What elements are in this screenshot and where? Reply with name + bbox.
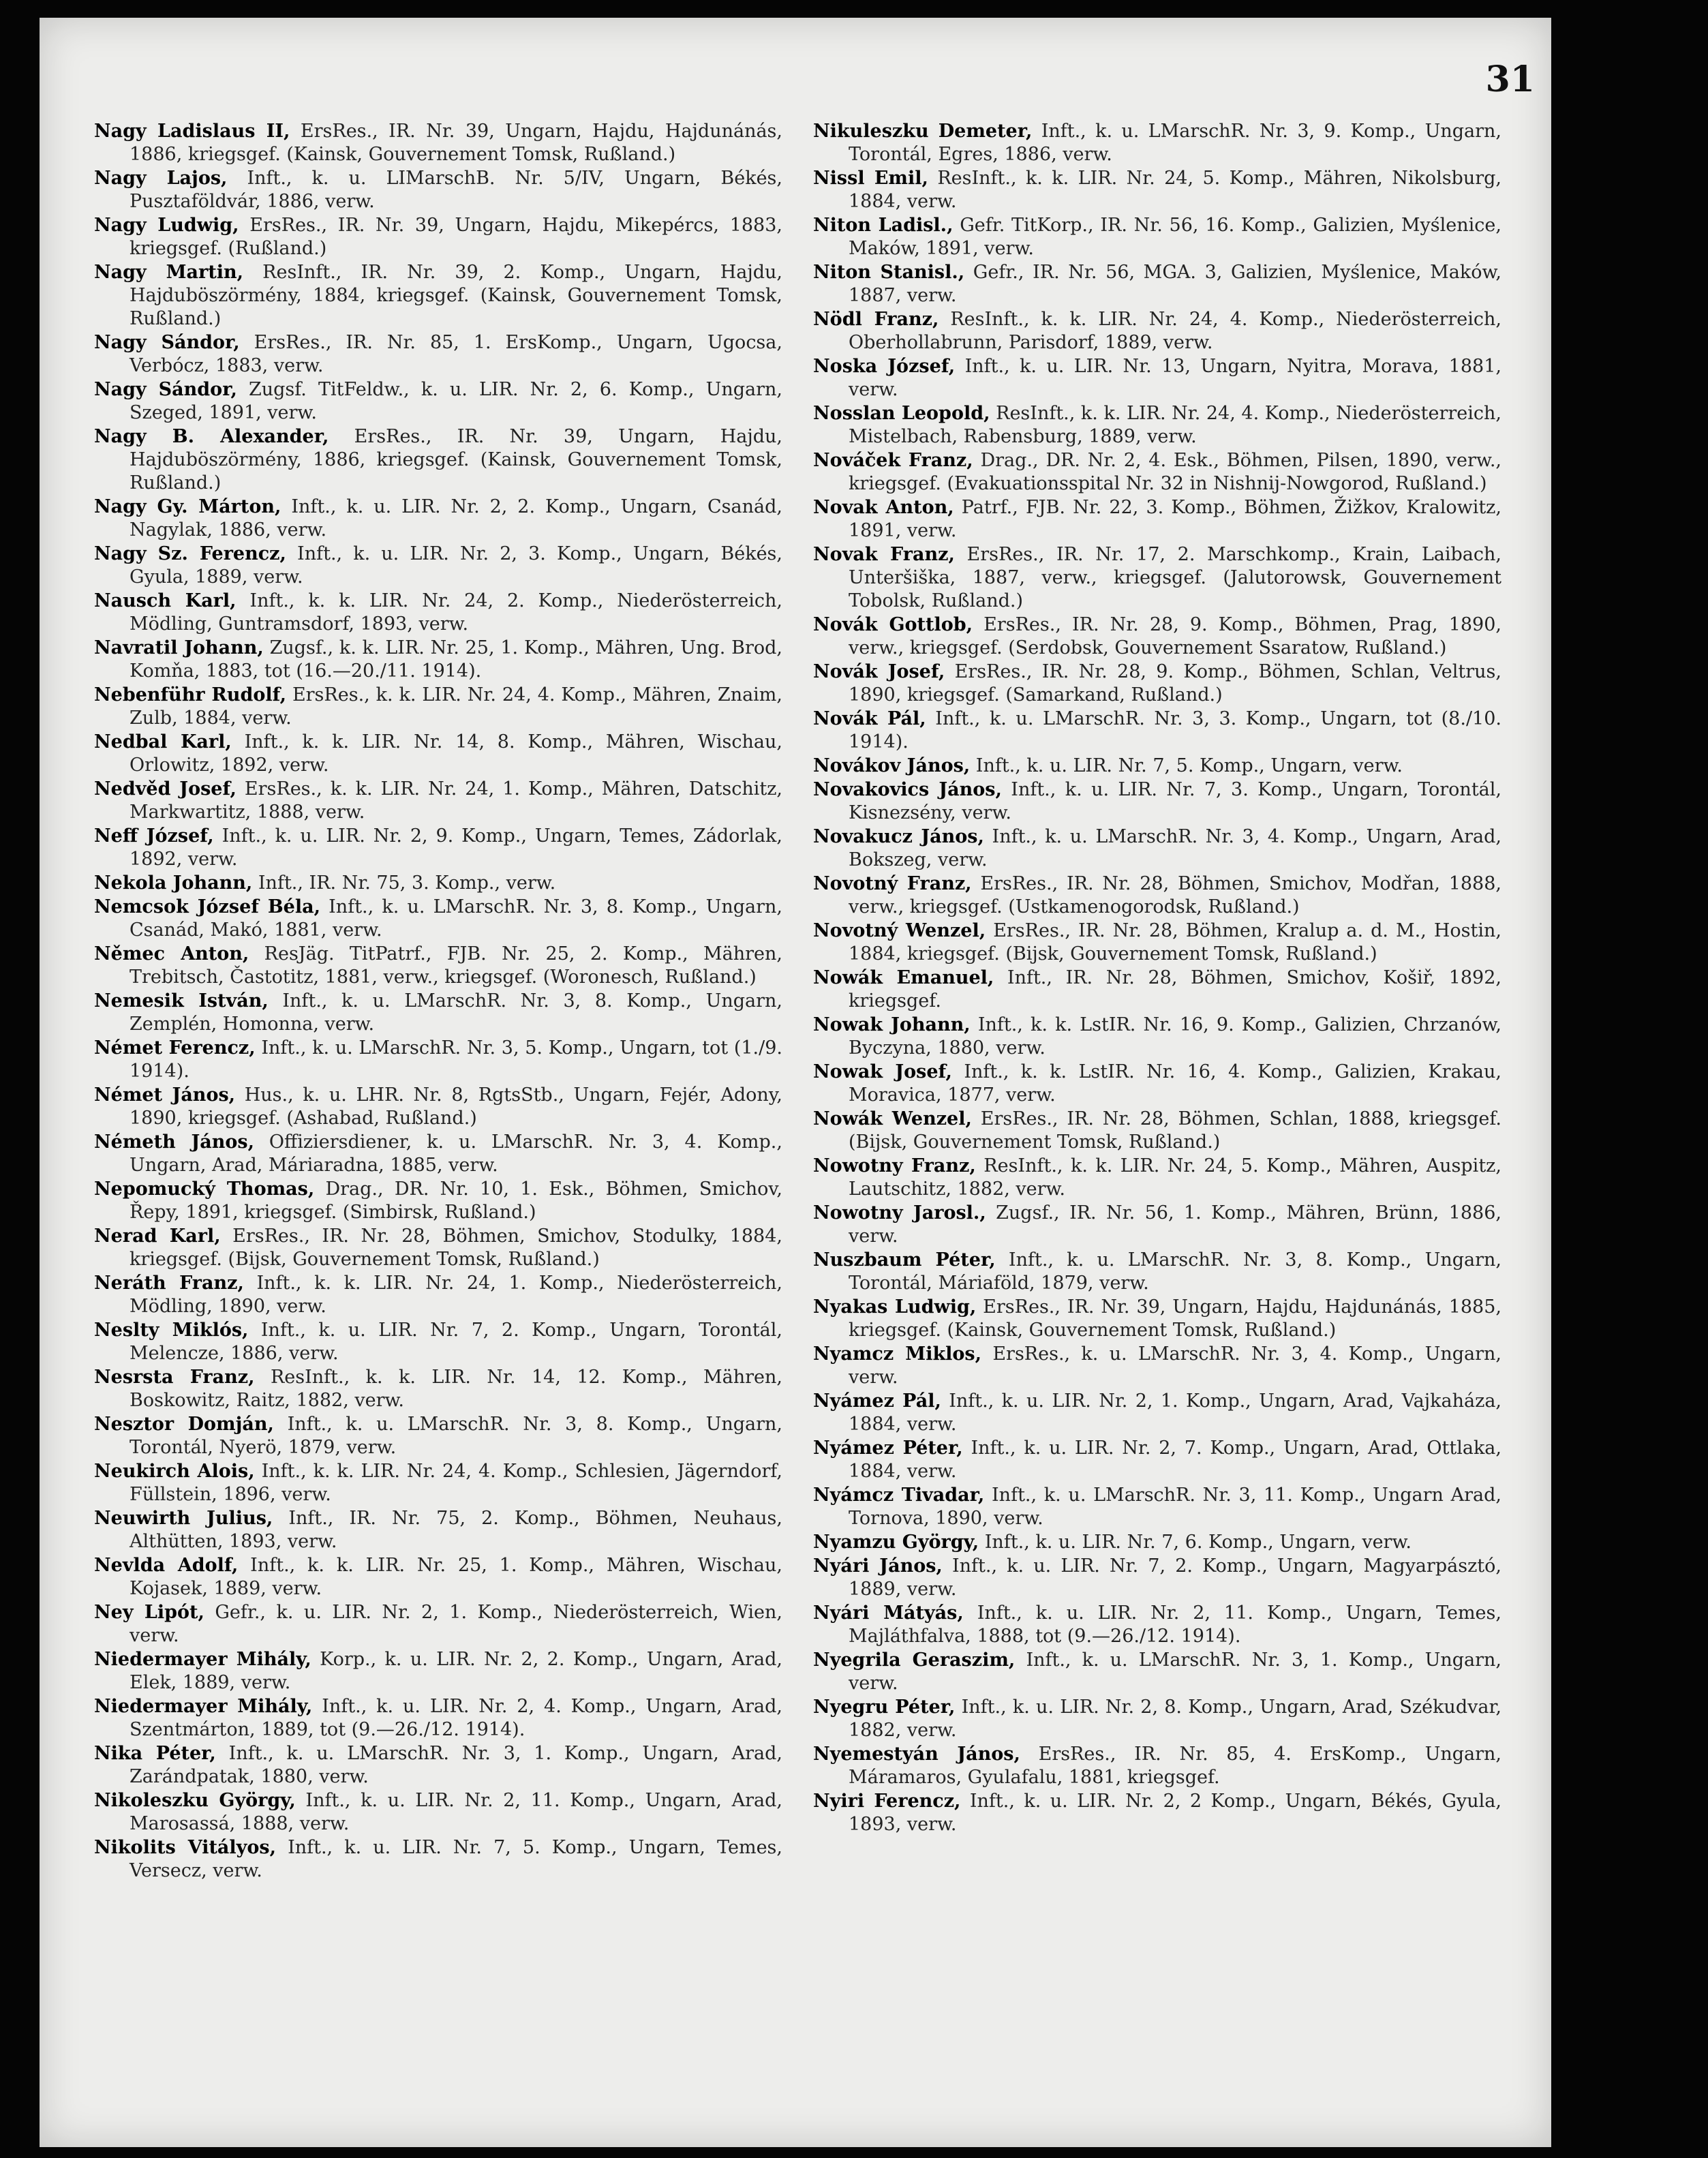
entry-name: Nedvěd Josef, — [94, 778, 237, 800]
entry-name: Német János, — [94, 1084, 236, 1106]
entry-details: ErsRes., IR. Nr. 85, 4. ErsKomp., Ungarn, Máramaros, Gyulafalu, 1881, kriegsgef. — [849, 1744, 1501, 1788]
entry-name: Němec Anton, — [94, 943, 249, 964]
roster-entry — [94, 1601, 782, 1647]
roster-entry — [813, 214, 1501, 260]
entry-details: ErsRes., IR. Nr. 85, 1. ErsKomp., Ungarn, Ugocsa, Verbócz, 1883, verw. — [129, 332, 782, 376]
roster-entry — [94, 1084, 782, 1130]
entry-name: Neuwirth Julius, — [94, 1508, 273, 1529]
entry-name: Nikolits Vitályos, — [94, 1837, 276, 1858]
entry-details: Inft., k. k. LIR. Nr. 14, 8. Komp., Mähren, Wischau, Orlowitz, 1892, verw. — [129, 731, 782, 776]
entry-details: ResInft., IR. Nr. 39, 2. Komp., Ungarn, Hajdu, Hajduböszörmény, 1884, kriegsgef. (Kainsk, Gouvernement Tomsk, Rußland.) — [129, 262, 782, 329]
entry-name: Nagy Sándor, — [94, 332, 240, 353]
entry-name: Nowak Johann, — [813, 1014, 971, 1035]
entry-details: Inft., k. u. LMarschR. Nr. 3, 11. Komp., Ungarn Arad, Tornova, 1890, verw. — [849, 1485, 1501, 1529]
entry-name: Neráth Franz, — [94, 1273, 244, 1294]
entry-details: ResInft., k. k. LIR. Nr. 24, 5. Komp., Mähren, Nikolsburg, 1884, verw. — [849, 168, 1502, 212]
entry-name: Nödl Franz, — [813, 309, 939, 330]
entry-name: Nagy Martin, — [94, 262, 244, 283]
entry-name: Nikuleszku Demeter, — [813, 121, 1033, 142]
entry-details: ResInft., k. k. LIR. Nr. 24, 4. Komp., Niederösterreich, Oberhollabrunn, Parisdorf, 1889, verw. — [849, 309, 1501, 353]
entry-details: Inft., k. u. LMarschR. Nr. 3, 3. Komp., Ungarn, tot (8./10. 1914). — [849, 708, 1501, 753]
entry-name: Nowak Josef, — [813, 1061, 952, 1082]
roster-entry — [813, 1249, 1501, 1295]
entry-name: Nemesik István, — [94, 990, 269, 1012]
right-column — [813, 120, 1501, 1837]
entry-details: Inft., k. u. LIR. Nr. 2, 1. Komp., Ungarn, Arad, Vajkaháza, 1884, verw. — [849, 1390, 1501, 1435]
entry-name: Novak Franz, — [813, 544, 955, 565]
entry-name: Novák Gottlob, — [813, 614, 973, 635]
entry-name: Nowotny Franz, — [813, 1155, 976, 1176]
entry-name: Noska József, — [813, 356, 956, 377]
roster-entry — [813, 778, 1501, 825]
entry-name: Nowák Emanuel, — [813, 967, 994, 988]
roster-entry — [94, 378, 782, 425]
roster-entry — [813, 1202, 1501, 1248]
roster-entry — [813, 660, 1501, 707]
entry-name: Novák Pál, — [813, 708, 926, 729]
entry-name: Nyegrila Geraszim, — [813, 1650, 1016, 1671]
entry-name: Nagy B. Alexander, — [94, 426, 329, 447]
roster-entry — [94, 1460, 782, 1506]
roster-entry — [813, 1696, 1501, 1742]
entry-details: Gefr., k. u. LIR. Nr. 2, 1. Komp., Niederösterreich, Wien, verw. — [129, 1602, 782, 1646]
entry-details: Zugsf., IR. Nr. 56, 1. Komp., Mähren, Brünn, 1886, verw. — [849, 1202, 1501, 1247]
roster-entry — [813, 1531, 1501, 1554]
entry-details: ErsRes., k. k. LIR. Nr. 24, 4. Komp., Mähren, Znaim, Zulb, 1884, verw. — [129, 684, 782, 729]
entry-name: Nesrsta Franz, — [94, 1367, 255, 1388]
entry-details: Inft., k. u. LIR. Nr. 2, 7. Komp., Ungarn, Arad, Ottlaka, 1884, verw. — [849, 1438, 1501, 1482]
roster-entry — [94, 778, 782, 824]
entry-details: Inft., k. u. LMarschR. Nr. 3, 8. Komp., Ungarn, Torontál, Nyerö, 1879, verw. — [129, 1414, 782, 1458]
entry-details: ErsRes., IR. Nr. 28, 9. Komp., Böhmen, Prag, 1890, verw., kriegsgef. (Serdobsk, Gouvernement Ssaratow, Rußland.) — [849, 614, 1501, 658]
entry-details: Patrf., FJB. Nr. 22, 3. Komp., Böhmen, Žižkov, Kralowitz, 1891, verw. — [849, 497, 1501, 541]
entry-details: Inft., k. u. LIMarschB. Nr. 5/IV, Ungarn, Békés, Pusztaföldvár, 1886, verw. — [129, 168, 782, 212]
roster-entry — [94, 825, 782, 871]
entry-details: ResJäg. TitPatrf., FJB. Nr. 25, 2. Komp., Mähren, Trebitsch, Častotitz, 1881, verw., kriegsgef. (Woronesch, Rußland.) — [129, 943, 782, 988]
roster-entry — [813, 1649, 1501, 1695]
roster-entry — [813, 1390, 1501, 1436]
entry-details: Drag., DR. Nr. 10, 1. Esk., Böhmen, Smichov, Řepy, 1891, kriegsgef. (Simbirsk, Rußland.) — [129, 1179, 782, 1223]
roster-entry — [94, 1507, 782, 1553]
roster-entry — [94, 261, 782, 331]
roster-entry — [813, 1790, 1501, 1836]
entry-name: Nedbal Karl, — [94, 731, 232, 753]
roster-entry — [94, 214, 782, 260]
page-number: 31 — [1485, 59, 1535, 100]
roster-entry — [94, 1366, 782, 1412]
roster-entry — [94, 637, 782, 683]
entry-details: Inft., k. k. LstIR. Nr. 16, 4. Komp., Galizien, Krakau, Moravica, 1877, verw. — [849, 1061, 1501, 1106]
entry-details: ErsRes., IR. Nr. 28, Böhmen, Smichov, Stodulky, 1884, kriegsgef. (Bijsk, Gouvernement Tomsk, Rußland.) — [129, 1226, 782, 1270]
entry-name: Nyiri Ferencz, — [813, 1791, 961, 1812]
roster-entry — [813, 1555, 1501, 1601]
roster-entry — [813, 449, 1501, 496]
roster-entry — [94, 331, 782, 378]
entry-details: Drag., DR. Nr. 2, 4. Esk., Böhmen, Pilsen, 1890, verw., kriegsgef. (Evakuationsspital Nr. 32 in Nishnij-Nowgorod, Rußland.) — [849, 450, 1501, 494]
entry-details: Inft., IR. Nr. 75, 2. Komp., Böhmen, Neuhaus, Althütten, 1893, verw. — [129, 1508, 782, 1552]
entry-name: Nagy Lajos, — [94, 168, 228, 189]
entry-details: Inft., k. u. LMarschR. Nr. 3, 4. Komp., Ungarn, Arad, Bokszeg, verw. — [849, 826, 1501, 870]
entry-details: Inft., k. u. LMarschR. Nr. 3, 8. Komp., Ungarn, Torontál, Máriaföld, 1879, verw. — [849, 1249, 1501, 1294]
entry-details: Inft., k. k. LIR. Nr. 24, 4. Komp., Schlesien, Jägerndorf, Füllstein, 1896, verw. — [129, 1461, 782, 1505]
entry-details: Inft., k. u. LMarschR. Nr. 3, 8. Komp., Ungarn, Csanád, Makó, 1881, verw. — [129, 896, 782, 941]
entry-name: Novotný Franz, — [813, 873, 972, 894]
entry-details: ErsRes., IR. Nr. 17, 2. Marschkomp., Krain, Laibach, Unteršiška, 1887, verw., kriegsgef. (Jalutorowsk, Gouvernement Tobolsk, Rußland.) — [849, 544, 1501, 611]
entry-details: Hus., k. u. LHR. Nr. 8, RgtsStb., Ungarn, Fejér, Adony, 1890, kriegsgef. (Ashabad, Rußland.) — [129, 1084, 782, 1129]
entry-name: Nagy Sz. Ferencz, — [94, 543, 286, 564]
entry-details: Gefr., IR. Nr. 56, MGA. 3, Galizien, Myślenice, Maków, 1887, verw. — [849, 262, 1501, 306]
entry-details: Inft., k. u. LIR. Nr. 13, Ungarn, Nyitra, Morava, 1881, verw. — [849, 356, 1501, 400]
entry-details: Offiziersdiener, k. u. LMarschR. Nr. 3, 4. Komp., Ungarn, Arad, Máriaradna, 1885, verw. — [129, 1131, 782, 1176]
roster-entry — [94, 1272, 782, 1318]
entry-details: Inft., k. u. LIR. Nr. 2, 2. Komp., Ungarn, Csanád, Nagylak, 1886, verw. — [129, 496, 782, 541]
entry-name: Neslty Miklós, — [94, 1320, 249, 1341]
entry-name: Nevlda Adolf, — [94, 1555, 239, 1576]
entry-name: Nyámcz Tivadar, — [813, 1485, 985, 1506]
entry-name: Nikoleszku György, — [94, 1790, 296, 1811]
entry-name: Nováček Franz, — [813, 450, 973, 471]
entry-details: ErsRes., IR. Nr. 28, Böhmen, Schlan, 1888, kriegsgef. (Bijsk, Gouvernement Tomsk, Rußland.) — [849, 1108, 1501, 1153]
entry-name: Niton Stanisl., — [813, 262, 965, 283]
entry-details: Inft., k. u. LIR. Nr. 7, 5. Komp., Ungarn, verw. — [975, 755, 1403, 776]
entry-name: Nowák Wenzel, — [813, 1108, 972, 1129]
entry-name: Nowotny Jarosl., — [813, 1202, 986, 1224]
roster-entry — [94, 120, 782, 166]
entry-details: Zugsf. TitFeldw., k. u. LIR. Nr. 2, 6. Komp., Ungarn, Szeged, 1891, verw. — [129, 379, 782, 423]
entry-details: ErsRes., IR. Nr. 39, Ungarn, Hajdu, Mikepércs, 1883, kriegsgef. (Rußland.) — [129, 215, 782, 259]
roster-entry — [94, 1319, 782, 1365]
roster-entry — [813, 825, 1501, 872]
roster-entry — [813, 755, 1501, 778]
entry-details: ErsRes., IR. Nr. 39, Ungarn, Hajdu, Hajdunánás, 1885, kriegsgef. (Kainsk, Gouvernement Tomsk, Rußland.) — [849, 1296, 1501, 1341]
roster-entry — [813, 613, 1501, 660]
roster-entry — [94, 1178, 782, 1224]
entry-name: Németh János, — [94, 1131, 254, 1153]
entry-details: Inft., k. u. LMarschR. Nr. 3, 8. Komp., Ungarn, Zemplén, Homonna, verw. — [129, 990, 782, 1035]
entry-details: ResInft., k. k. LIR. Nr. 24, 5. Komp., Mähren, Auspitz, Lautschitz, 1882, verw. — [849, 1155, 1501, 1200]
entry-details: Inft., k. k. LIR. Nr. 24, 1. Komp., Niederösterreich, Mödling, 1890, verw. — [129, 1273, 782, 1317]
roster-entry — [94, 896, 782, 942]
entry-name: Nagy Ludwig, — [94, 215, 239, 236]
entry-name: Niedermayer Mihály, — [94, 1696, 313, 1717]
entry-name: Nyámez Pál, — [813, 1390, 941, 1412]
entry-details: Zugsf., k. k. LIR. Nr. 25, 1. Komp., Mähren, Ung. Brod, Komňa, 1883, tot (16.—20./11. 1914). — [129, 637, 782, 682]
roster-entry — [813, 308, 1501, 354]
roster-entry — [94, 1836, 782, 1883]
roster-entry — [813, 1602, 1501, 1648]
roster-entry — [813, 1108, 1501, 1154]
roster-entry — [813, 708, 1501, 754]
roster-entry — [813, 1155, 1501, 1201]
entry-details: Inft., k. u. LIR. Nr. 7, 6. Komp., Ungarn, verw. — [984, 1532, 1412, 1553]
entry-details: ResInft., k. k. LIR. Nr. 14, 12. Komp., Mähren, Boskowitz, Raitz, 1882, verw. — [129, 1367, 782, 1411]
roster-entry — [813, 120, 1501, 166]
entry-name: Nausch Karl, — [94, 590, 237, 611]
entry-name: Nagy Gy. Márton, — [94, 496, 281, 517]
entry-name: Nika Péter, — [94, 1743, 216, 1764]
entry-name: Nagy Sándor, — [94, 379, 237, 400]
roster-entry — [813, 355, 1501, 401]
entry-name: Novák Josef, — [813, 661, 945, 682]
roster-entry — [94, 425, 782, 495]
entry-details: Korp., k. u. LIR. Nr. 2, 2. Komp., Ungarn, Arad, Elek, 1889, verw. — [129, 1649, 782, 1693]
entry-details: Inft., k. u. LIR. Nr. 2, 2 Komp., Ungarn, Békés, Gyula, 1893, verw. — [849, 1791, 1501, 1835]
entry-details: Inft., k. u. LIR. Nr. 7, 2. Komp., Ungarn, Magyarpásztó, 1889, verw. — [849, 1555, 1501, 1600]
roster-entry — [813, 167, 1501, 213]
roster-entry — [94, 1695, 782, 1742]
entry-details: Inft., k. u. LMarschR. Nr. 3, 1. Komp., Ungarn, Arad, Zarándpatak, 1880, verw. — [129, 1743, 782, 1787]
entry-details: Inft., IR. Nr. 75, 3. Komp., verw. — [258, 872, 556, 894]
entry-name: Novakucz János, — [813, 826, 984, 847]
entry-name: Nosslan Leopold, — [813, 403, 990, 424]
entry-name: Nissl Emil, — [813, 168, 928, 189]
entry-name: Nyári János, — [813, 1555, 943, 1577]
entry-name: Nyamzu György, — [813, 1532, 979, 1553]
roster-entry — [813, 1484, 1501, 1530]
entry-name: Navratil Johann, — [94, 637, 264, 658]
entry-name: Nekola Johann, — [94, 872, 253, 894]
roster-entry — [813, 496, 1501, 543]
roster-entry — [813, 1296, 1501, 1342]
roster-entry — [813, 402, 1501, 449]
roster-entry — [813, 1743, 1501, 1789]
entry-details: Inft., k. k. LIR. Nr. 24, 2. Komp., Niederösterreich, Mödling, Guntramsdorf, 1893, verw. — [129, 590, 782, 635]
entry-name: Novotný Wenzel, — [813, 920, 986, 941]
left-column — [94, 120, 782, 1883]
entry-name: Niton Ladisl., — [813, 215, 954, 236]
entry-details: Inft., k. u. LIR. Nr. 2, 8. Komp., Ungarn, Arad, Székudvar, 1882, verw. — [849, 1697, 1501, 1741]
entry-name: Nyámez Péter, — [813, 1438, 963, 1459]
entry-name: Neff József, — [94, 825, 214, 847]
roster-entry — [94, 943, 782, 989]
entry-name: Nyári Mátyás, — [813, 1602, 964, 1624]
roster-entry — [813, 1343, 1501, 1389]
entry-name: Novakovics János, — [813, 779, 1002, 800]
entry-name: Nyakas Ludwig, — [813, 1296, 977, 1318]
entry-name: Nerad Karl, — [94, 1226, 221, 1247]
entry-name: Ney Lipót, — [94, 1602, 204, 1623]
roster-entry — [813, 1437, 1501, 1483]
entry-details: Inft., k. k. LstIR. Nr. 16, 9. Komp., Galizien, Chrzanów, Byczyna, 1880, verw. — [849, 1014, 1501, 1059]
entry-details: ErsRes., IR. Nr. 28, Böhmen, Kralup a. d. M., Hostin, 1884, kriegsgef. (Bijsk, Gouvernement Tomsk, Rußland.) — [849, 920, 1501, 964]
roster-entry — [813, 1061, 1501, 1107]
roster-entry — [94, 590, 782, 636]
entry-details: ErsRes., IR. Nr. 28, 9. Komp., Böhmen, Schlan, Veltrus, 1890, kriegsgef. (Samarkand, Rußland.) — [849, 661, 1501, 705]
roster-entry — [94, 1742, 782, 1789]
roster-entry — [94, 1037, 782, 1083]
roster-entry — [94, 731, 782, 777]
roster-entry — [94, 543, 782, 589]
roster-entry — [94, 1648, 782, 1695]
entry-details: ErsRes., k. k. LIR. Nr. 24, 1. Komp., Mähren, Datschitz, Markwartitz, 1888, verw. — [129, 778, 782, 823]
entry-details: Inft., k. u. LIR. Nr. 2, 4. Komp., Ungarn, Arad, Szentmárton, 1889, tot (9.—26./12. 1914). — [129, 1696, 783, 1740]
roster-entry — [94, 990, 782, 1036]
entry-name: Nyamcz Miklos, — [813, 1343, 982, 1365]
entry-name: Nebenführ Rudolf, — [94, 684, 287, 705]
roster-entry — [94, 872, 782, 895]
roster-entry — [94, 167, 782, 213]
roster-entry — [813, 1014, 1501, 1060]
roster-entry — [94, 1413, 782, 1459]
entry-details: Inft., k. u. LIR. Nr. 2, 11. Komp., Ungarn, Arad, Marosassá, 1888, verw. — [129, 1790, 782, 1834]
entry-details: Inft., IR. Nr. 28, Böhmen, Smichov, Košiř, 1892, kriegsgef. — [849, 967, 1501, 1012]
roster-entry — [813, 920, 1501, 966]
entry-details: Inft., k. u. LIR. Nr. 7, 5. Komp., Ungarn, Temes, Versecz, verw. — [129, 1837, 782, 1881]
roster-entry — [94, 1225, 782, 1271]
entry-name: Novak Anton, — [813, 497, 954, 518]
roster-entry — [813, 872, 1501, 919]
entry-details: Inft., k. u. LIR. Nr. 7, 2. Komp., Ungarn, Torontál, Melencze, 1886, verw. — [129, 1320, 782, 1364]
entry-details: Inft., k. u. LMarschR. Nr. 3, 1. Komp., Ungarn, verw. — [849, 1650, 1501, 1694]
entry-details: ErsRes., IR. Nr. 39, Ungarn, Hajdu, Hajduböszörmény, 1886, kriegsgef. (Kainsk, Gouvernement Tomsk, Rußland.) — [129, 426, 782, 493]
entry-details: ErsRes., IR. Nr. 39, Ungarn, Hajdu, Hajdunánás, 1886, kriegsgef. (Kainsk, Gouvernement Tomsk, Rußland.) — [129, 121, 782, 165]
entry-details: Inft., k. u. LMarschR. Nr. 3, 9. Komp., Ungarn, Torontál, Egres, 1886, verw. — [849, 121, 1501, 165]
roster-entry — [813, 543, 1501, 613]
entry-details: Gefr. TitKorp., IR. Nr. 56, 16. Komp., Galizien, Myślenice, Maków, 1891, verw. — [849, 215, 1501, 259]
entry-name: Nagy Ladislaus II, — [94, 121, 290, 142]
entry-name: Novákov János, — [813, 755, 971, 776]
entry-name: Niedermayer Mihály, — [94, 1649, 311, 1670]
entry-name: Nyemestyán János, — [813, 1744, 1020, 1765]
entry-details: Inft., k. u. LIR. Nr. 2, 11. Komp., Ungarn, Temes, Majláthfalva, 1888, tot (9.—26./12. 1914). — [849, 1602, 1501, 1647]
entry-details: ErsRes., k. u. LMarschR. Nr. 3, 4. Komp., Ungarn, verw. — [849, 1343, 1501, 1388]
entry-name: Német Ferencz, — [94, 1037, 256, 1059]
entry-name: Nesztor Domján, — [94, 1414, 274, 1435]
entry-details: ResInft., k. k. LIR. Nr. 24, 4. Komp., Niederösterreich, Mistelbach, Rabensburg, 1889, verw. — [849, 403, 1502, 447]
entry-details: ErsRes., IR. Nr. 28, Böhmen, Smichov, Modřan, 1888, verw., kriegsgef. (Ustkamenogorodsk, Rußland.) — [849, 873, 1501, 917]
entry-name: Neukirch Alois, — [94, 1461, 255, 1482]
entry-details: Inft., k. u. LIR. Nr. 2, 9. Komp., Ungarn, Temes, Zádorlak, 1892, verw. — [129, 825, 782, 870]
entry-details: Inft., k. u. LIR. Nr. 7, 3. Komp., Ungarn, Torontál, Kisnezsény, verw. — [849, 779, 1501, 823]
roster-entry — [94, 1789, 782, 1836]
roster-entry — [813, 261, 1501, 307]
entry-details: Inft., k. u. LIR. Nr. 2, 3. Komp., Ungarn, Békés, Gyula, 1889, verw. — [129, 543, 782, 588]
entry-name: Nemcsok József Béla, — [94, 896, 320, 917]
entry-name: Nyegru Péter, — [813, 1697, 956, 1718]
entry-details: Inft., k. u. LMarschR. Nr. 3, 5. Komp., Ungarn, tot (1./9. 1914). — [129, 1037, 782, 1082]
roster-entry — [94, 496, 782, 542]
entry-name: Nepomucký Thomas, — [94, 1179, 315, 1200]
roster-entry — [94, 684, 782, 730]
entry-name: Nuszbaum Péter, — [813, 1249, 996, 1271]
roster-entry — [813, 967, 1501, 1013]
roster-entry — [94, 1554, 782, 1600]
entry-details: Inft., k. k. LIR. Nr. 25, 1. Komp., Mähren, Wischau, Kojasek, 1889, verw. — [129, 1555, 782, 1599]
document-page — [40, 18, 1551, 2147]
roster-entry — [94, 1131, 782, 1177]
